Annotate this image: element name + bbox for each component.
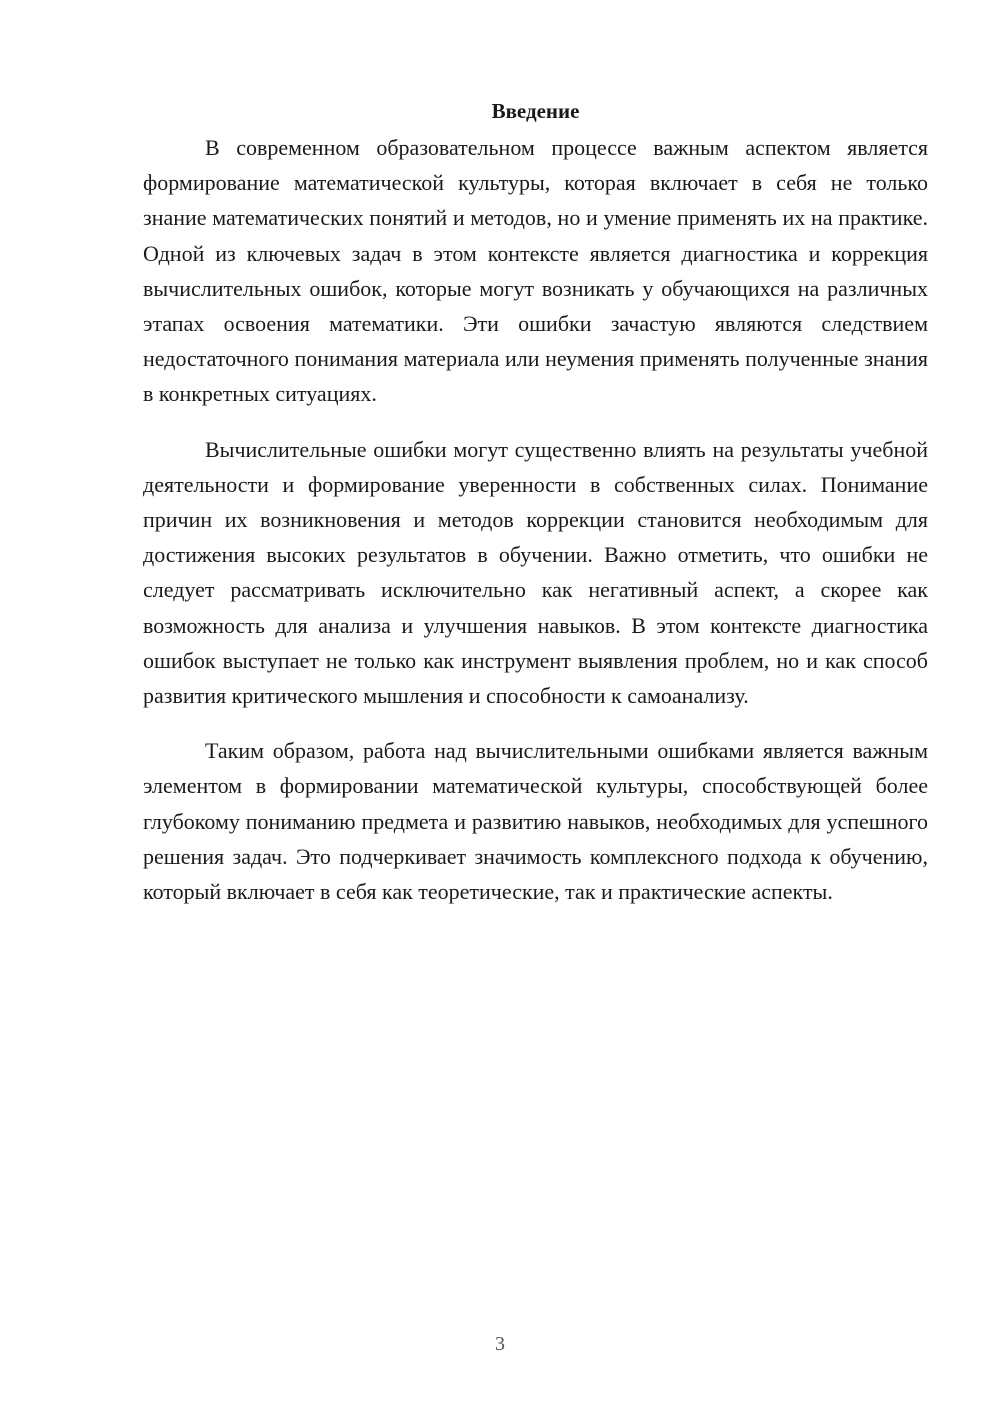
section-heading: Введение bbox=[491, 99, 580, 123]
page-number: 3 bbox=[495, 1333, 505, 1355]
paragraph-1: В современном образовательном процессе важным аспектом является формирование математической культуры, которая включает в себя не только знание математических понятий и методов, но и умение применять их на практике. Одной из ключевых задач в этом контексте является диагностика и коррекция вычислительных ошибок, которые могут возникать у обучающихся на различных этапах освоения математики. Эти ошибки зачастую являются следствием недостаточного понимания материала или неумения применять полученные знания в конкретных ситуациях. bbox=[143, 135, 928, 407]
paragraph-3: Таким образом, работа над вычислительными ошибками является важным элементом в формировании математической культуры, способствующей более глубокому пониманию предмета и развитию навыков, необходимых для успешного решения задач. Это подчеркивает значимость комплексного подхода к обучению, который включает в себя как теоретические, так и практические аспекты. bbox=[143, 738, 928, 905]
page-content bbox=[143, 96, 928, 929]
paragraph-2: Вычислительные ошибки могут существенно влиять на результаты учебной деятельности и формирование уверенности в собственных силах. Понимание причин их возникновения и методов коррекции становится необходимым для достижения высоких результатов в обучении. Важно отметить, что ошибки не следует рассматривать исключительно как негативный аспект, а скорее как возможность для анализа и улучшения навыков. В этом контексте диагностика ошибок выступает не только как инструмент выявления проблем, но и как способ развития критического мышления и способности к самоанализу. bbox=[143, 436, 928, 709]
